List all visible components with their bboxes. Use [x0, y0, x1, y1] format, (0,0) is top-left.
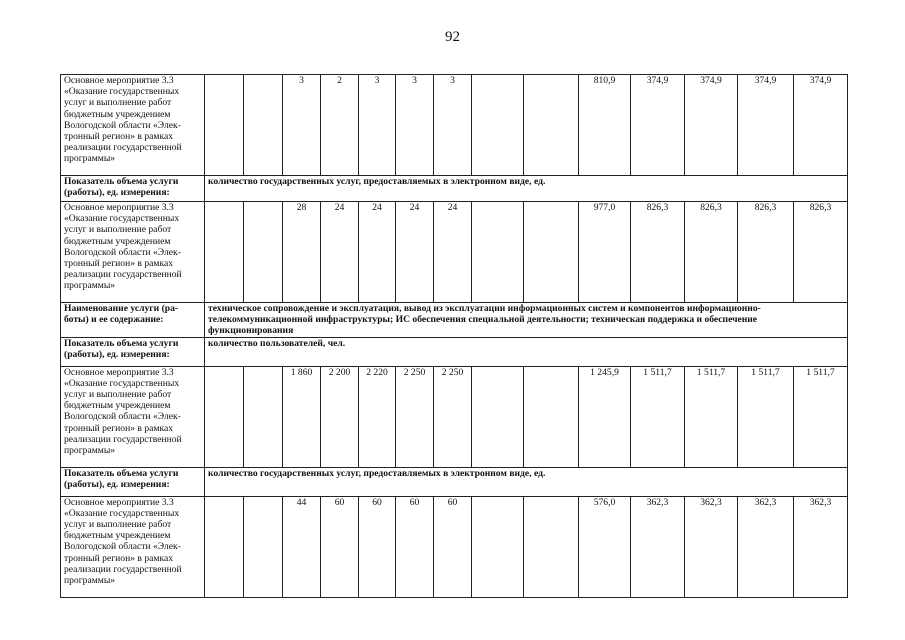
table-cell: 60	[359, 496, 396, 597]
table-cell: 24	[321, 202, 359, 303]
service-row	[61, 303, 848, 338]
table-cell: 826,3	[631, 202, 685, 303]
table-cell: 3	[359, 75, 396, 176]
table-cell: 2 200	[321, 366, 359, 467]
table-cell: 374,9	[738, 75, 794, 176]
table-cell: 1 511,7	[631, 366, 685, 467]
indicator-row	[61, 337, 848, 366]
table-body	[61, 75, 848, 598]
table-cell	[472, 202, 524, 303]
table-cell: 362,3	[631, 496, 685, 597]
table-cell	[524, 496, 579, 597]
indicator-label: Показатель объема услуги (работы), ед. измерения:	[61, 467, 205, 496]
table-cell	[244, 496, 283, 597]
table-cell	[472, 366, 524, 467]
indicator-value: количество пользователей, чел.	[205, 337, 848, 366]
table-cell: 60	[396, 496, 434, 597]
table-cell: 3	[283, 75, 321, 176]
table-cell	[244, 75, 283, 176]
table-cell: 24	[396, 202, 434, 303]
table-cell: 810,9	[579, 75, 631, 176]
table-cell: 362,3	[685, 496, 738, 597]
table-cell: 2 220	[359, 366, 396, 467]
table-cell: 826,3	[685, 202, 738, 303]
table-cell: 2 250	[434, 366, 472, 467]
table-cell: 977,0	[579, 202, 631, 303]
table-cell: 826,3	[738, 202, 794, 303]
table-cell	[524, 75, 579, 176]
indicator-row	[61, 467, 848, 496]
program-table	[60, 74, 848, 598]
table-cell: 1 511,7	[738, 366, 794, 467]
table-cell: 1 511,7	[685, 366, 738, 467]
table-cell	[205, 202, 244, 303]
table-row	[61, 202, 848, 303]
table-cell: 24	[434, 202, 472, 303]
table-cell: 374,9	[794, 75, 848, 176]
table-cell: 826,3	[794, 202, 848, 303]
table-cell: 60	[434, 496, 472, 597]
table-cell	[472, 496, 524, 597]
table-cell: 2	[321, 75, 359, 176]
table-cell: 3	[396, 75, 434, 176]
table-cell: 374,9	[631, 75, 685, 176]
table-cell	[205, 496, 244, 597]
table-cell: 2 250	[396, 366, 434, 467]
indicator-label: Показатель объема услуги (работы), ед. измерения:	[61, 337, 205, 366]
table-cell: 374,9	[685, 75, 738, 176]
service-label: Наименование услуги (ра-боты) и ее содержание:	[61, 303, 205, 338]
indicator-label: Показатель объема услуги (работы), ед. измерения:	[61, 176, 205, 202]
table-cell: 44	[283, 496, 321, 597]
table-cell	[524, 366, 579, 467]
indicator-row	[61, 176, 848, 202]
table-cell	[472, 75, 524, 176]
table-cell: 362,3	[794, 496, 848, 597]
table-cell: 576,0	[579, 496, 631, 597]
table-cell: 24	[359, 202, 396, 303]
table-row	[61, 366, 848, 467]
table-row	[61, 75, 848, 176]
table-cell	[244, 202, 283, 303]
activity-description: Основное мероприятие 3.3 «Оказание государственных услуг и выполнение работ бюджетным учреждением Вологодской области «Элек-тронный регион» в рамках реализации государственной программы»	[61, 75, 205, 176]
table-cell	[524, 202, 579, 303]
activity-description: Основное мероприятие 3.3 «Оказание государственных услуг и выполнение работ бюджетным учреждением Вологодской области «Элек-тронный регион» в рамках реализации государственной программы»	[61, 202, 205, 303]
activity-description: Основное мероприятие 3.3 «Оказание государственных услуг и выполнение работ бюджетным учреждением Вологодской области «Элек-тронный регион» в рамках реализации государственной программы»	[61, 366, 205, 467]
table-cell	[205, 75, 244, 176]
table-cell: 1 860	[283, 366, 321, 467]
table-row	[61, 496, 848, 597]
page-number: 92	[445, 29, 460, 45]
indicator-value: количество государственных услуг, предоставляемых в электронном виде, ед.	[205, 176, 848, 202]
activity-description: Основное мероприятие 3.3 «Оказание государственных услуг и выполнение работ бюджетным учреждением Вологодской области «Элек-тронный регион» в рамках реализации государственной программы»	[61, 496, 205, 597]
table-cell: 362,3	[738, 496, 794, 597]
indicator-value: количество государственных услуг, предоставляемых в электронном виде, ед.	[205, 467, 848, 496]
table-cell: 1 511,7	[794, 366, 848, 467]
table-cell: 3	[434, 75, 472, 176]
table-cell: 1 245,9	[579, 366, 631, 467]
table-cell: 28	[283, 202, 321, 303]
table-cell	[205, 366, 244, 467]
table-cell: 60	[321, 496, 359, 597]
service-description: техническое сопровождение и эксплуатация, вывод из эксплуатации информационных систем и компонентов информационно-телекоммуникационной инфраструктуры; ИС обеспечения специальной деятельности; техническая поддержка и обеспечение функционирования	[205, 303, 848, 338]
table-cell	[244, 366, 283, 467]
